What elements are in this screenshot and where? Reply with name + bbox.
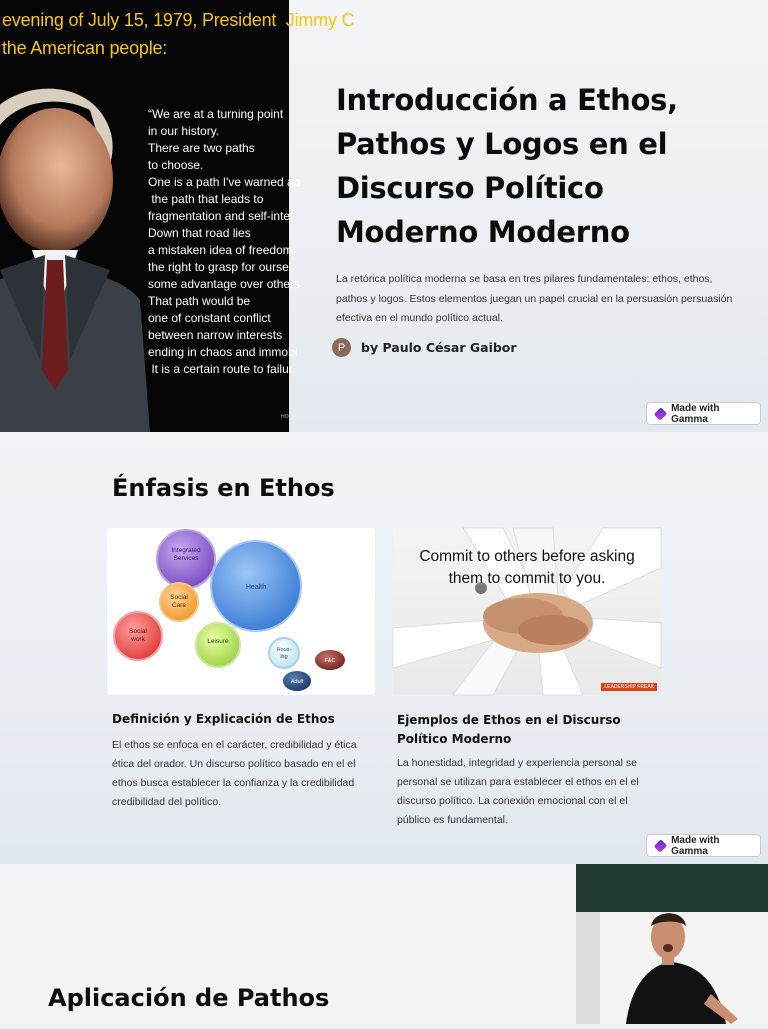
card-title-definicion: Definición y Explicación de Ethos bbox=[112, 712, 335, 726]
author-byline bbox=[332, 338, 517, 357]
card-body-ejemplos: La honestidad, integridad y experiencia personal se personal se utilizan para establecer el ethos en el el discurso político. La conexión emocional con el el público es fundamental. bbox=[397, 757, 639, 826]
svg-text:Integrated: Integrated bbox=[171, 547, 201, 554]
svg-text:Social: Social bbox=[129, 628, 147, 635]
svg-text:Health: Health bbox=[245, 584, 267, 591]
svg-text:Social: Social bbox=[170, 594, 188, 601]
svg-text:Adult: Adult bbox=[290, 679, 304, 685]
speaker-illustration bbox=[576, 864, 768, 1024]
section-heading: Aplicación de Pathos bbox=[48, 984, 330, 1012]
gamma-logo-icon bbox=[654, 839, 668, 853]
svg-text:F&C: F&C bbox=[324, 658, 336, 664]
portrait-illustration bbox=[0, 70, 150, 432]
services-bubble-diagram bbox=[107, 528, 375, 695]
team-hands-image bbox=[393, 528, 661, 695]
hands-overlay-text: Commit to others before asking them to commit to you. bbox=[419, 548, 635, 587]
slide-aplicacion-pathos bbox=[0, 864, 768, 1024]
slide-enfasis-ethos bbox=[0, 432, 768, 864]
badge-label: Made with Gamma bbox=[671, 834, 720, 857]
bubble-diagram-svg bbox=[107, 528, 375, 695]
svg-text:work: work bbox=[131, 636, 145, 643]
author-name: by Paulo César Gaibor bbox=[361, 340, 517, 355]
image-quote: “We are at a turning point in our history. There are two paths to choose. One is a path I've warned ab the path that leads to fragmentation and self-inter Down that road lies a mistaken idea of freedom, the right to grasp for oursel some advantage over others That path would be one of constant conflict between narrow interests ending in chaos and immobi It is a certain route to failur bbox=[148, 107, 301, 376]
svg-text:Care: Care bbox=[171, 602, 187, 609]
intro-paragraph: La retórica política moderna se basa en tres pilares fundamentales: ethos, ethos, pathos y logos. Estos elementos juegan un papel crucial en la persuasión persuasión efectiva en el mundo político actual. bbox=[336, 273, 733, 324]
speaker-photo bbox=[576, 864, 768, 1024]
card-title-ejemplos: Ejemplos de Ethos en el Discurso Político Moderno bbox=[397, 713, 621, 746]
made-with-gamma-button[interactable] bbox=[646, 402, 761, 425]
section-heading: Énfasis en Ethos bbox=[112, 474, 335, 502]
carter-speech-image bbox=[0, 0, 355, 432]
slide-introduccion bbox=[0, 0, 768, 432]
card-body-definicion: El ethos se enfoca en el carácter, credibilidad y ética ética del orador. Un discurso político basado en el el ethos busca establecer la confianza y la credibilidad credibilidad del político. bbox=[112, 739, 357, 808]
svg-text:Leisure: Leisure bbox=[207, 638, 229, 645]
svg-text:ing: ing bbox=[280, 654, 288, 660]
avatar: P bbox=[332, 338, 351, 357]
leadership-freak-logo: LEADERSHIP FREAK bbox=[601, 683, 657, 691]
svg-text:Services: Services bbox=[173, 555, 199, 562]
image-corner-mark: HO bbox=[281, 414, 289, 420]
made-with-gamma-button[interactable] bbox=[646, 834, 761, 857]
gamma-logo-icon bbox=[654, 407, 668, 421]
svg-text:Hous-: Hous- bbox=[276, 647, 292, 653]
image-headline: evening of July 15, 1979, President Jimmy C the American people: bbox=[2, 10, 355, 58]
page-title: Introducción a Ethos, Pathos y Logos en el Discurso Político Moderno Moderno bbox=[336, 83, 678, 249]
badge-label: Made with Gamma bbox=[671, 402, 720, 425]
